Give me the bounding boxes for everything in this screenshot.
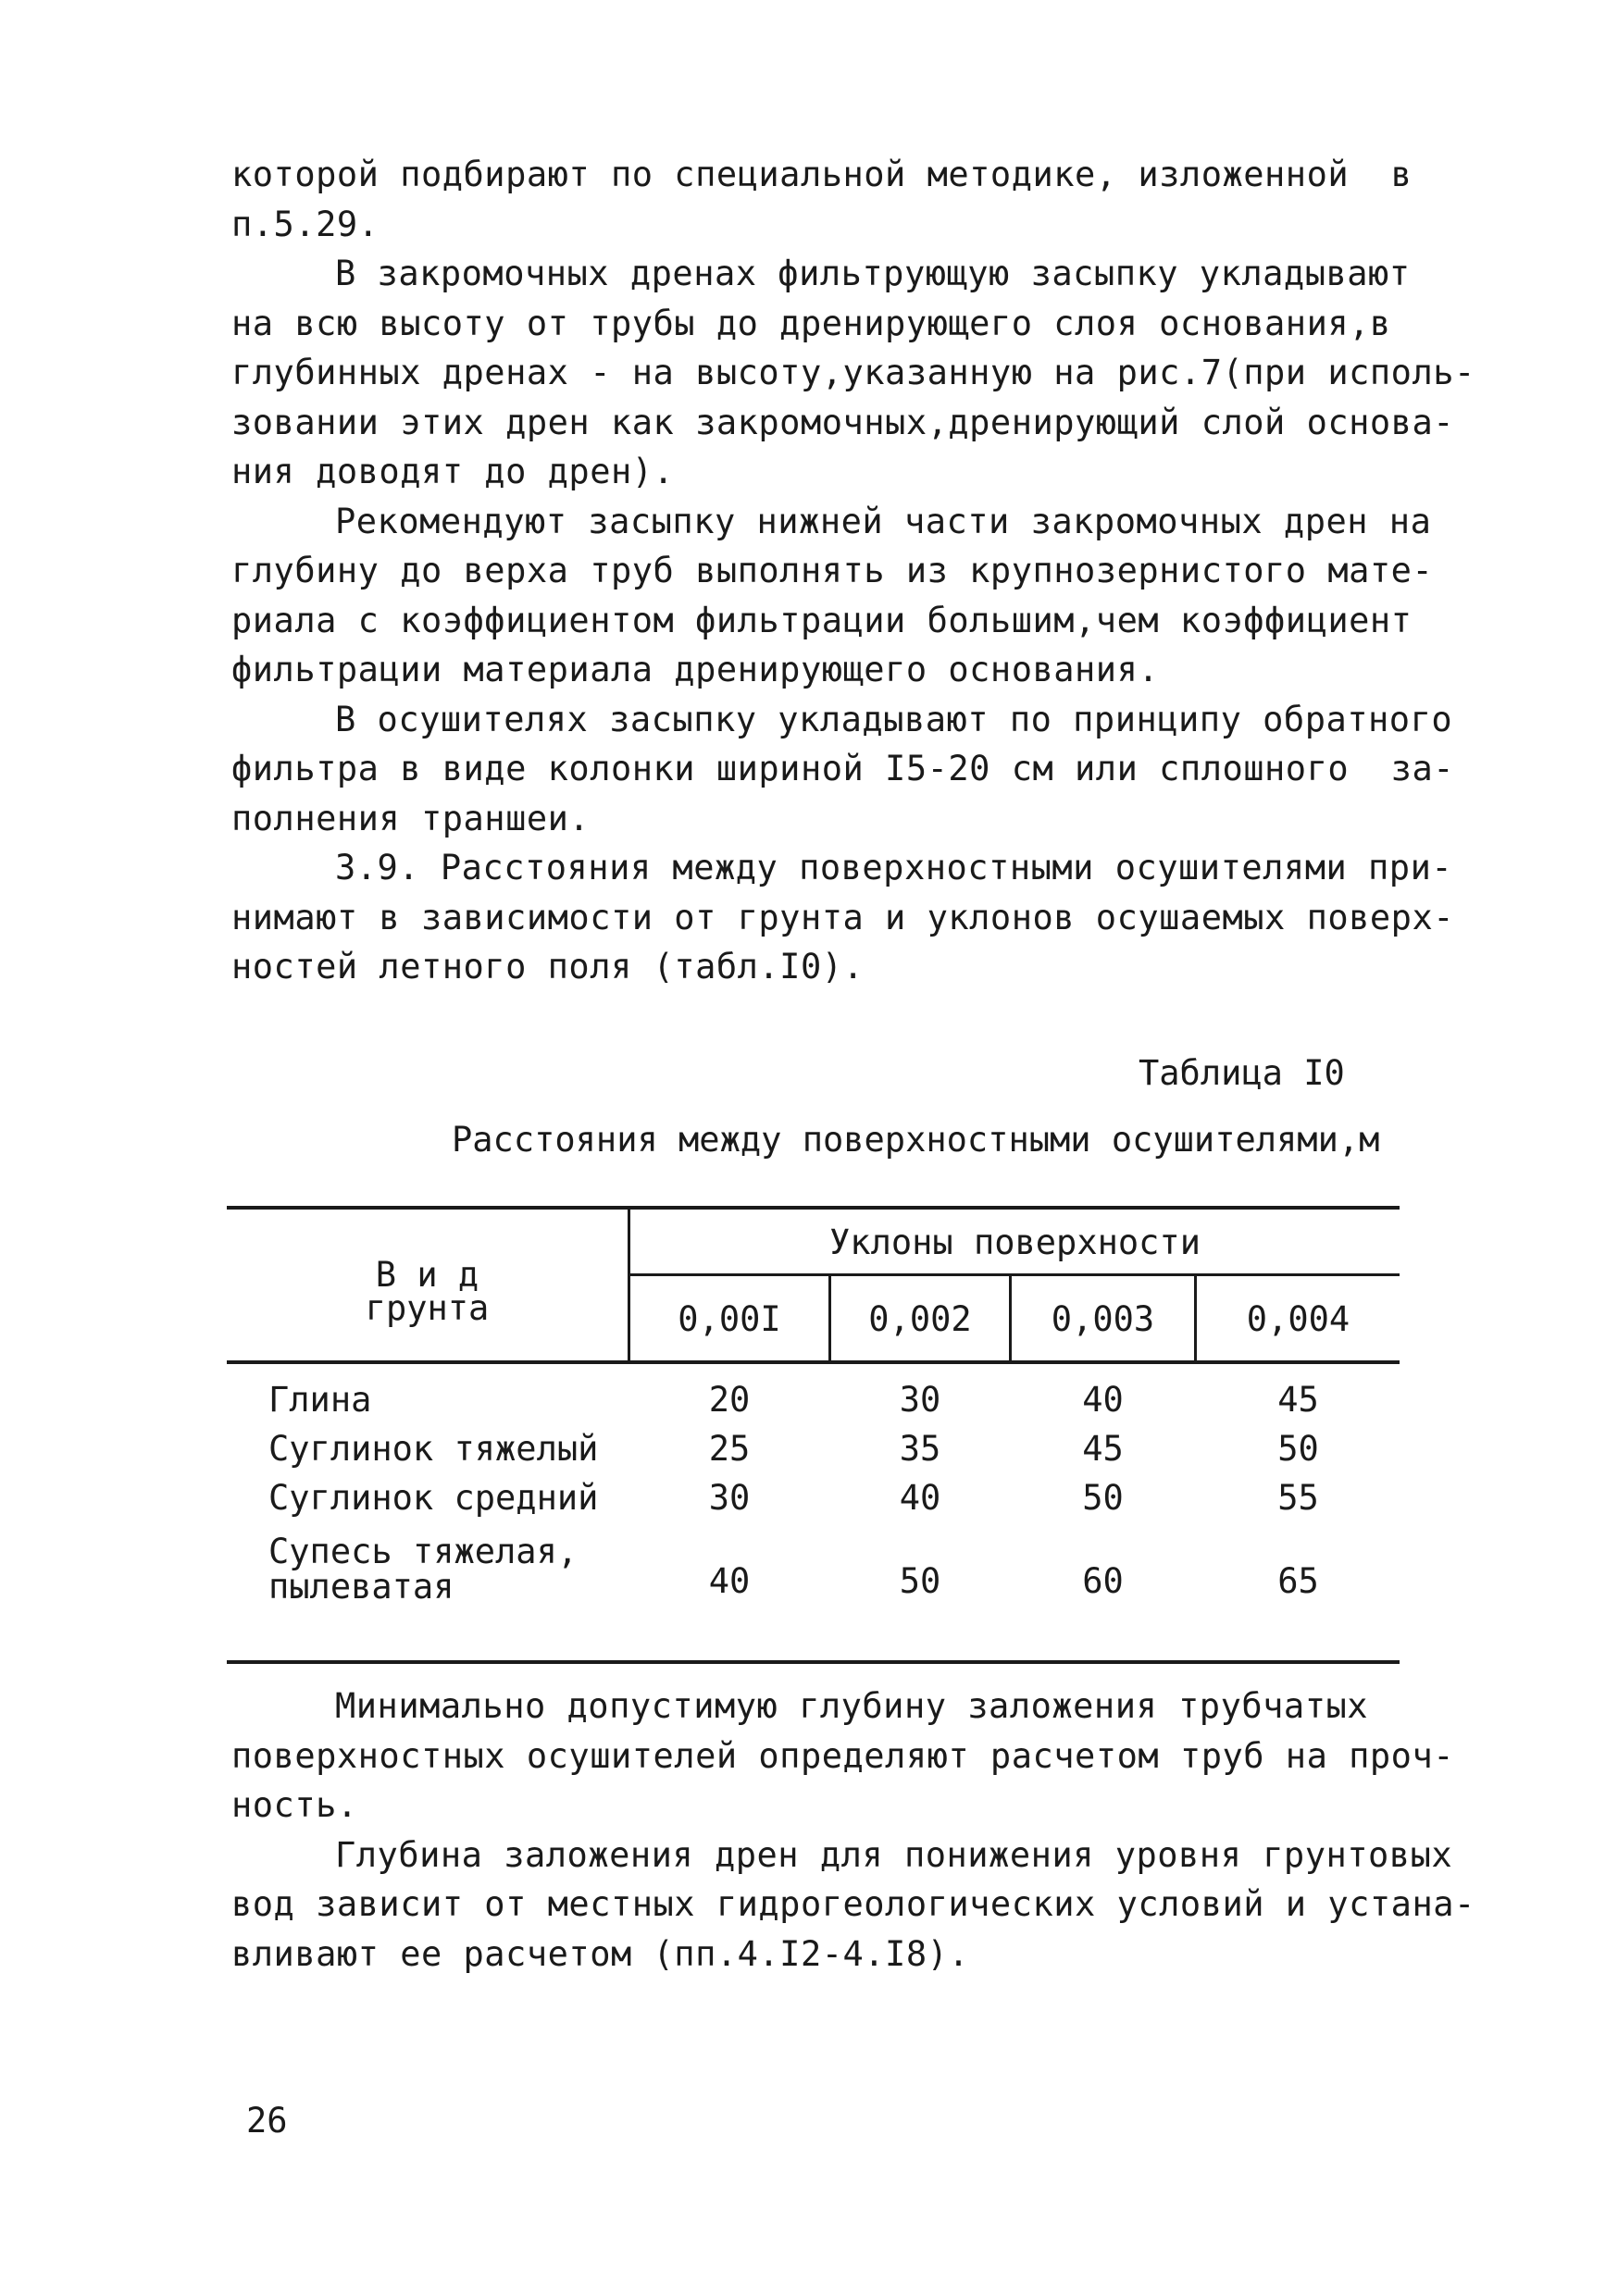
- row-header-label: В и д: [375, 1255, 479, 1295]
- text-line: ния доводят до дрен).: [231, 452, 675, 491]
- table-cell: 40: [1082, 1380, 1124, 1420]
- text-line: фильтра в виде колонки шириной I5-20 см или сплошного за-: [231, 749, 1455, 788]
- body-text-bottom: [231, 1682, 1475, 1979]
- spacing-table: [227, 1206, 1400, 1664]
- text-line: полнения траншеи.: [231, 798, 591, 838]
- table-cell: 50: [1082, 1478, 1124, 1518]
- text-line: зовании этих дрен как закромочных,дренирующий слой основа-: [231, 402, 1455, 442]
- table-cell: 45: [1277, 1380, 1319, 1420]
- soil-type: Супесь тяжелая,: [268, 1532, 579, 1571]
- soil-type: пылеватая: [268, 1567, 454, 1607]
- text-line: ностей летного поля (табл.I0).: [231, 947, 865, 987]
- text-line: Минимально допустимую глубину заложения трубчатых: [335, 1686, 1369, 1726]
- text-line: глубинных дренах - на высоту,указанную на рис.7(при исполь-: [231, 353, 1475, 392]
- table-cell: 60: [1082, 1561, 1124, 1601]
- soil-type: Суглинок средний: [268, 1478, 599, 1518]
- text-line: В осушителях засыпку укладывают по принципу обратного: [335, 699, 1453, 739]
- text-line: ность.: [231, 1785, 358, 1825]
- table-cell: 65: [1277, 1561, 1319, 1601]
- table-cell: 30: [899, 1380, 941, 1420]
- table-cell: 50: [1277, 1429, 1319, 1469]
- column-header: 0,002: [868, 1299, 972, 1339]
- text-line: Глубина заложения дрен для понижения уровня грунтовых: [335, 1834, 1453, 1875]
- text-line: 3.9. Расстояния между поверхностными осушителями при-: [335, 848, 1453, 887]
- table-cell: 50: [899, 1561, 941, 1601]
- text-line: глубину до верха труб выполнять из крупнозернистого мате-: [231, 551, 1434, 590]
- table-top-rule: [227, 1206, 1400, 1210]
- table-title: Расстояния между поверхностными осушителями,м: [452, 1120, 1380, 1160]
- text-line: вод зависит от местных гидрогеологических условий и устана-: [231, 1884, 1475, 1924]
- row-header-label: грунта: [365, 1288, 490, 1328]
- text-line: Рекомендуют засыпку нижней части закромочных дрен на: [335, 501, 1432, 541]
- table-header-rule: [227, 1360, 1400, 1364]
- page-number: 26: [246, 2101, 288, 2141]
- table-cell: 20: [708, 1380, 751, 1420]
- table-group-rule: [628, 1273, 1400, 1276]
- text-line: которой подбирают по специальной методике, изложенной в: [231, 155, 1413, 194]
- body-text-top: [231, 150, 1475, 992]
- table-cell: 40: [899, 1478, 941, 1518]
- soil-type: Глина: [268, 1380, 372, 1420]
- table-cell: 30: [708, 1478, 751, 1518]
- column-header: 0,003: [1051, 1299, 1155, 1339]
- text-line: поверхностных осушителей определяют расчетом труб на проч-: [231, 1735, 1455, 1776]
- table-bottom-rule: [227, 1660, 1400, 1664]
- table-cell: 25: [708, 1429, 751, 1469]
- group-header: Уклоны поверхности: [829, 1222, 1201, 1262]
- text-line: вливают ее расчетом (пп.4.I2-4.I8).: [231, 1933, 970, 1974]
- table-cell: 55: [1277, 1478, 1319, 1518]
- text-line: В закромочных дренах фильтрующую засыпку укладывают: [335, 254, 1411, 293]
- text-line: п.5.29.: [231, 204, 380, 244]
- table-cell: 35: [899, 1429, 941, 1469]
- table-cell: 40: [708, 1561, 751, 1601]
- soil-type: Суглинок тяжелый: [268, 1429, 599, 1469]
- text-line: на всю высоту от трубы до дренирующего слоя основания,в: [231, 303, 1391, 343]
- text-line: фильтрации материала дренирующего основания.: [231, 650, 1160, 689]
- text-line: риала с коэффициентом фильтрации большим,чем коэффициент: [231, 600, 1413, 640]
- table-number-label: Таблица I0: [1139, 1053, 1345, 1093]
- text-line: нимают в зависимости от грунта и уклонов осушаемых поверх-: [231, 897, 1455, 937]
- table-cell: 45: [1082, 1429, 1124, 1469]
- column-header: 0,004: [1246, 1299, 1350, 1339]
- column-header: 0,00I: [678, 1299, 781, 1339]
